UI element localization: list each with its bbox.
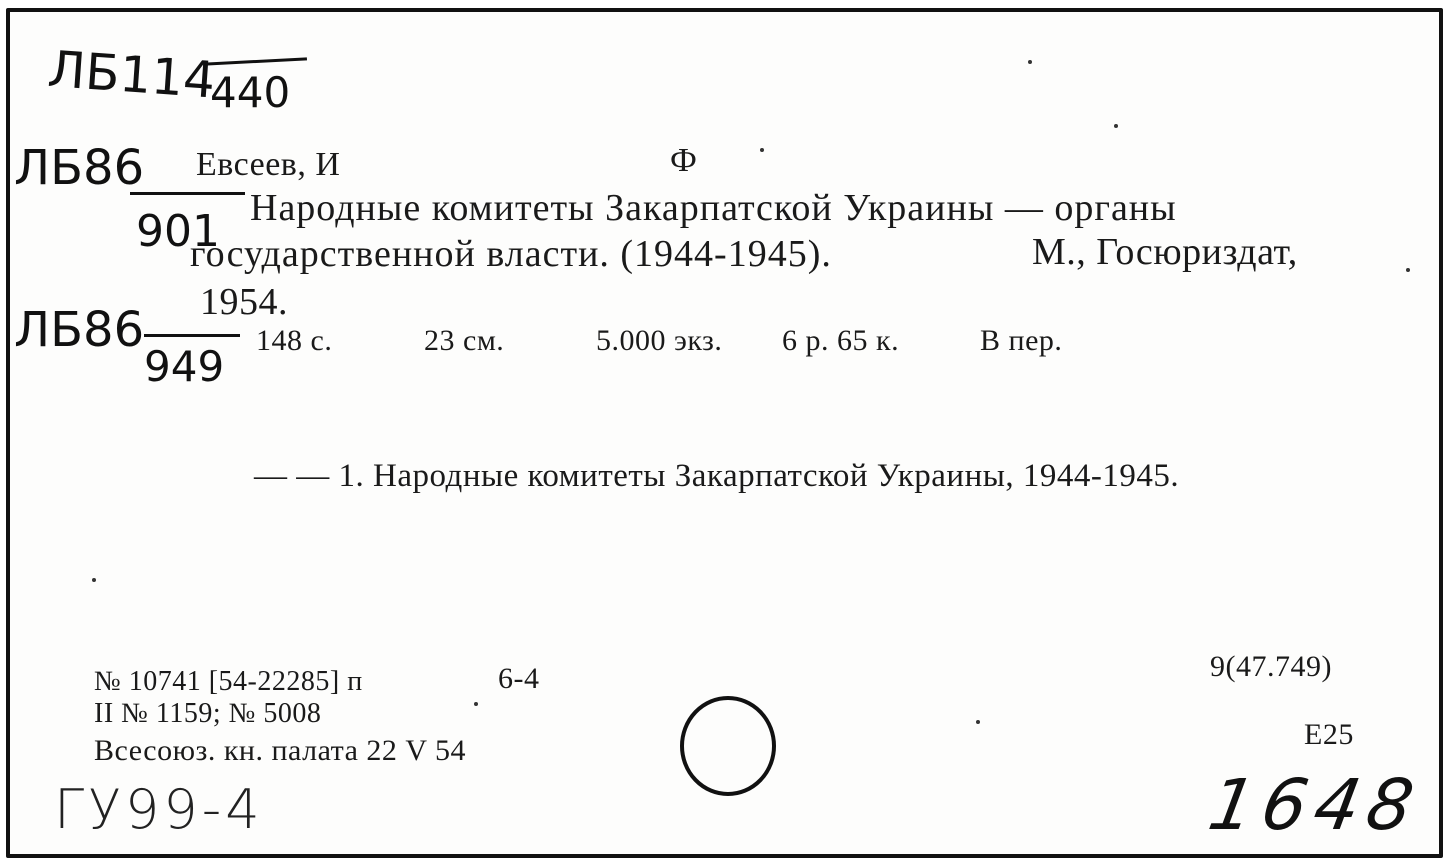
collation-copies: 5.000 экз. [596,324,723,357]
handwritten-code-1: ЛБ86 [14,140,145,196]
handwritten-bottom-left: ГУ99-4 [54,778,264,841]
scan-speck [474,702,478,706]
collation-size: 23 см. [424,324,505,357]
author-name: Евсеев, И [196,146,341,183]
handwritten-bottom-right: 1648 [1202,764,1428,846]
handwritten-code-2: ЛБ86 [14,302,145,358]
handwritten-code-1-bar [130,192,245,195]
collation-binding: В пер. [980,324,1063,357]
handwritten-code-2-bar [144,334,240,337]
handwritten-top-code: ЛБ114 [45,40,217,110]
handwritten-top-code-bar [205,57,307,65]
scan-speck [976,720,980,724]
scan-speck [1028,60,1032,64]
record-line-2: II № 1159; № 5008 [94,698,322,729]
author-initial: Ф [670,142,698,179]
scan-speck [760,148,764,152]
handwritten-code-2-sub: 949 [144,342,225,391]
collation-pages: 148 с. [256,324,333,357]
record-code: 6-4 [498,662,540,695]
subject-heading: — — 1. Народные комитеты Закарпатской Украины, 1944-1945. [254,458,1180,494]
collation-price: 6 р. 65 к. [782,324,900,357]
scan-speck [1406,268,1410,272]
record-line-3: Всесоюз. кн. палата 22 V 54 [94,734,467,767]
publication-year: 1954. [200,281,288,323]
scan-speck [92,578,96,582]
handwritten-code-1-sub: 901 [136,206,220,257]
title-line-2: государственной власти. (1944-1945). [190,233,832,275]
catalog-card [6,8,1443,858]
handwritten-top-sub: 440 [210,68,291,117]
scan-speck [1114,124,1118,128]
card-hole-ring [676,694,780,798]
classification-number: 9(47.749) [1210,650,1332,683]
record-line-1: № 10741 [54-22285] п [94,666,363,697]
publisher: М., Госюриздат, [1032,231,1298,273]
title-line-1: Народные комитеты Закарпатской Украины — органы [250,187,1177,229]
author-mark: Е25 [1304,718,1354,751]
